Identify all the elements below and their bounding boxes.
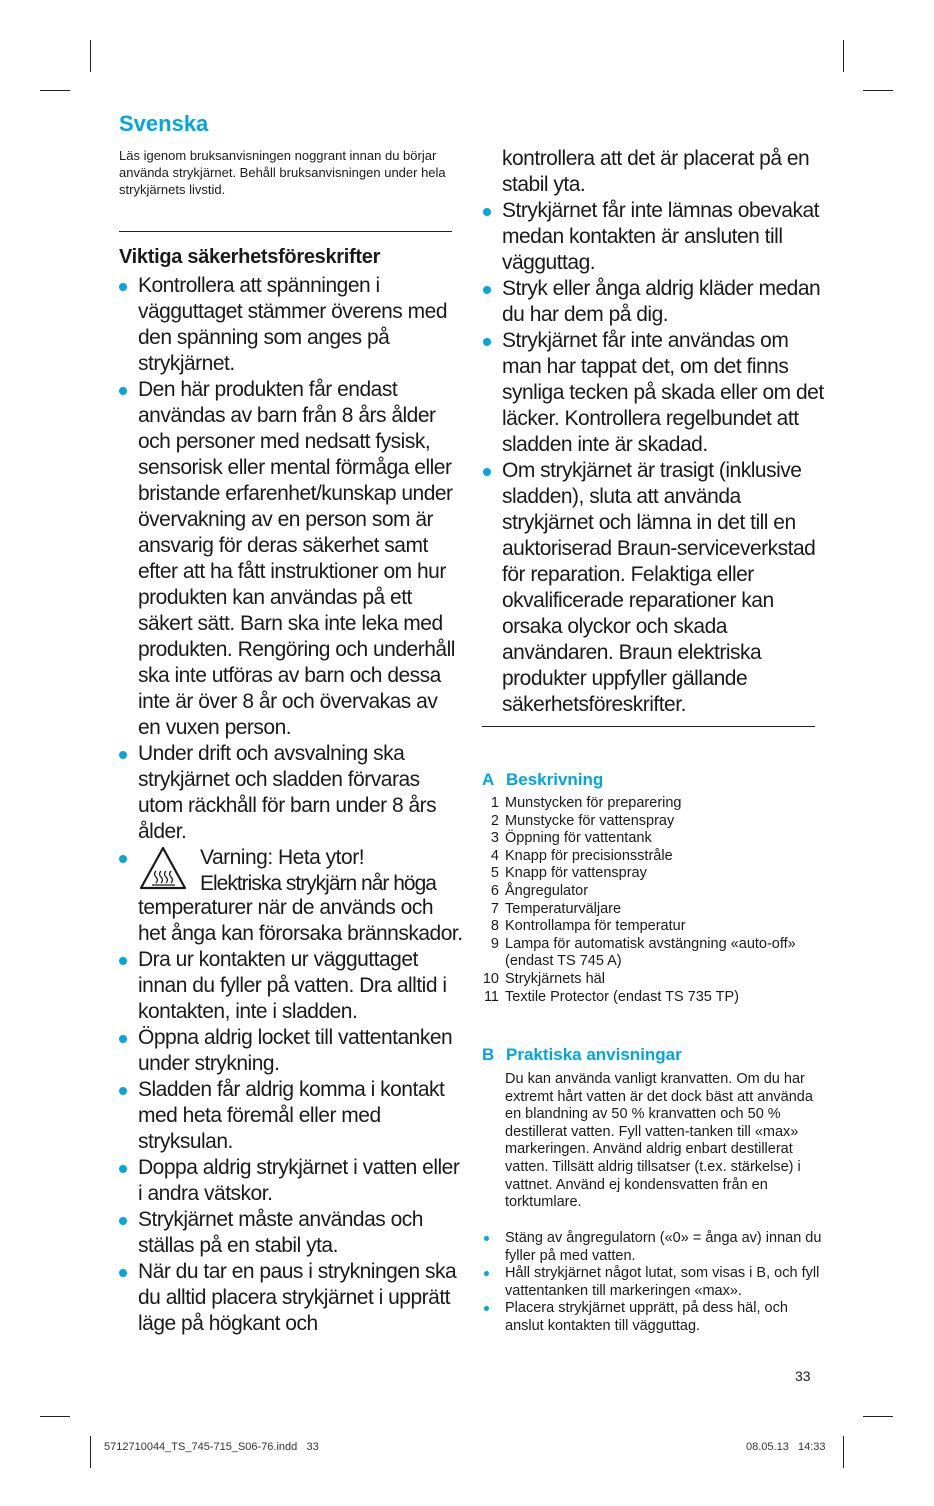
list-item: När du tar en paus i strykningen ska du alltid placera strykjärnet i upprätt läge på högkant och [118, 1259, 463, 1337]
warning-line: Elektriska strykjärn når höga [200, 872, 436, 895]
safety-column-left [118, 273, 463, 1337]
list-item: Doppa aldrig strykjärnet i vatten eller i andra vätskor. [118, 1155, 463, 1207]
safety-column-right [482, 146, 827, 718]
list-item: Under drift och avsvalning ska strykjärnet och sladden förvaras utom räckhåll för barn under 8 års ålder. [118, 741, 463, 845]
list-item: 2 Munstycke för vattenspray [490, 812, 675, 829]
list-item: 3 Öppning för vattentank [490, 830, 652, 847]
list-item: Kontrollera att spänningen i vägguttaget stämmer överens med den spänning som anges på strykjärnet. [118, 273, 463, 377]
footer-date: 08.05.13 14:33 [746, 1441, 826, 1453]
section-a-heading [482, 770, 603, 790]
list-item-continued: kontrollera att det är placerat på en stabil yta. [502, 147, 810, 196]
footer-file: 5712710044_TS_745-715_S06-76.indd 33 [104, 1441, 319, 1453]
warning-item [118, 845, 463, 947]
crop-mark [843, 40, 844, 72]
list-item: 1 Munstycken för preparering [490, 795, 682, 811]
warning-text: temperaturer när de används och het ånga kan förorsaka brännskador. [138, 896, 463, 945]
list-item: Placera strykjärnet upprätt, på dess häl, och anslut kontakten till vägguttag. [482, 1300, 822, 1335]
hot-surface-warning-icon [138, 845, 188, 891]
list-item: Dra ur kontakten ur vägguttaget innan du fyller på vatten. Dra alltid i kontakten, inte i sladden. [118, 947, 463, 1025]
list-item: Öppna aldrig locket till vattentanken under strykning. [118, 1025, 463, 1077]
page-number: 33 [795, 1368, 811, 1384]
list-item: Den här produkten får endast användas av barn från 8 års ålder och personer med nedsatt fysisk, sensorisk eller mental förmåga eller bristande erfarenhet/kunskap under övervakning av en person som är ansvarig för deras säkerhet samt efter att ha fått instruktioner om hur produkten kan användas på ett säkert sätt. Barn ska inte leka med produkten. Rengöring och underhåll ska inte utföras av barn och dessa inte är över 8 år och övervakas av en vuxen person. [118, 377, 463, 741]
list-item: 5 Knapp för vattenspray [490, 865, 647, 882]
list-item: 11 Textile Protector (endast TS 735 TP) [483, 988, 739, 1005]
crop-mark [90, 40, 91, 72]
intro-text: Läs igenom bruksanvisningen noggrant innan du börjar använda strykjärnet. Behåll bruksanvisningen under hela strykjärnets livstid. [119, 148, 446, 197]
crop-mark [863, 1416, 893, 1417]
section-letter: A [482, 770, 495, 789]
list-item: Håll strykjärnet något lutat, som visas i B, och fyll vattentanken till markeringen «max». [482, 1265, 822, 1300]
warning-title: Varning: Heta ytor! [200, 846, 365, 869]
list-item: Stäng av ångregulatorn («0» = ånga av) innan du fyller på med vatten. [482, 1230, 822, 1265]
list-item: Strykjärnet måste användas och ställas på en stabil yta. [118, 1207, 463, 1259]
crop-mark [90, 1436, 91, 1468]
list-item: 9 Lampa för automatisk avstängning «auto-off» (endast TS 745 A) [490, 935, 796, 970]
section-title: Beskrivning [506, 770, 604, 789]
list-item: 8 Kontrollampa för temperatur [490, 918, 686, 935]
list-item: Om strykjärnet är trasigt (inklusive sladden), sluta att använda strykjärnet och lämna in det till en auktoriserad Braun-serviceverkstad för reparation. Felaktiga eller okvalificerade reparationer kan orsaka olyckor och skada användaren. Braun elektriska produkter uppfyller gällande säkerhetsföreskrifter. [482, 458, 827, 718]
practical-paragraph: Du kan använda vanligt kranvatten. Om du har extremt hårt vatten är det dock bäst att använda en blandning av 50 % kranvatten och 50 % destillerat vatten. Fyll vatten-tanken till «max» markeringen. Använd aldrig enbart destillerat vatten. Tillsätt aldrig tillsatser (t.ex. stärkelse) i vattnet. Använd ej kondensvatten från en torktumlare. [505, 1071, 813, 1211]
description-list [482, 795, 827, 1006]
list-item: 10 Strykjärnets häl [482, 970, 605, 987]
crop-mark [40, 90, 70, 91]
list-item: Stryk eller ånga aldrig kläder medan du har dem på dig. [482, 276, 827, 328]
safety-heading: Viktiga säkerhetsföreskrifter [119, 246, 381, 268]
list-item: Strykjärnet får inte lämnas obevakat medan kontakten är ansluten till vägguttag. [482, 198, 827, 276]
crop-mark [863, 90, 893, 91]
section-b-heading [482, 1045, 682, 1065]
list-item: Sladden får aldrig komma i kontakt med heta föremål eller med stryksulan. [118, 1077, 463, 1155]
section-title: Praktiska anvisningar [506, 1045, 682, 1064]
list-item: 7 Temperaturväljare [490, 900, 622, 917]
crop-mark [40, 1416, 70, 1417]
list-item: 4 Knapp för precisionsstråle [490, 847, 673, 864]
list-item: Strykjärnet får inte användas om man har tappat det, om det finns synliga tecken på skada eller om det läcker. Kontrollera regelbundet att sladden inte är skadad. [482, 328, 827, 458]
section-letter: B [482, 1045, 495, 1064]
list-item: 6 Ångregulator [490, 882, 589, 899]
divider [482, 726, 815, 727]
divider [119, 231, 452, 232]
page-title: Svenska [119, 111, 209, 136]
crop-mark [843, 1436, 844, 1468]
practical-bullets [482, 1230, 822, 1336]
